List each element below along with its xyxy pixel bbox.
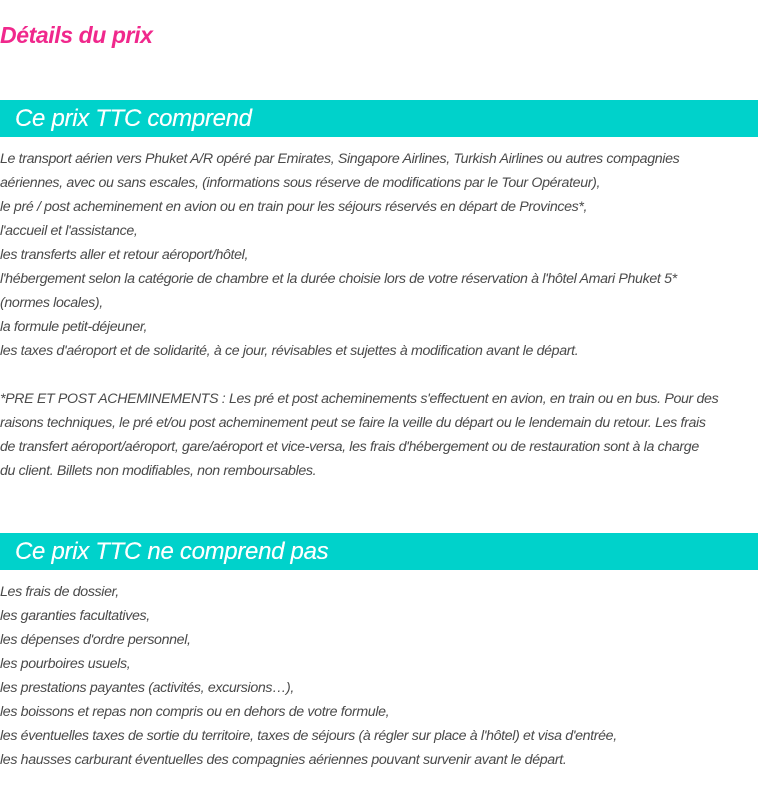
excluded-item: les pourboires usuels, (0, 656, 131, 672)
excluded-item: les boissons et repas non compris ou en dehors de votre formule, (0, 704, 390, 720)
excluded-list (0, 580, 758, 772)
excluded-section-header (0, 533, 758, 570)
included-item: les taxes d'aéroport et de solidarité, à ce jour, révisables et sujettes à modification avant le départ. (0, 343, 579, 359)
included-item: l'accueil et l'assistance, (0, 223, 138, 239)
paragraph-spacer (0, 363, 758, 387)
transfer-note-line: *PRE ET POST ACHEMINEMENTS : Les pré et post acheminements s'effectuent en avion, en train ou en bus. Pour des (0, 391, 719, 407)
excluded-heading: Ce prix TTC ne comprend pas (15, 538, 329, 565)
included-item: la formule petit-déjeuner, (0, 319, 148, 335)
included-section-header (0, 100, 758, 137)
excluded-item: les dépenses d'ordre personnel, (0, 632, 191, 648)
excluded-item: les hausses carburant éventuelles des compagnies aériennes pouvant survenir avant le départ. (0, 752, 567, 768)
excluded-item: les éventuelles taxes de sortie du territoire, taxes de séjours (à régler sur place à l'hôtel) et visa d'entrée, (0, 728, 617, 744)
included-item: l'hébergement selon la catégorie de chambre et la durée choisie lors de votre réservation à l'hôtel Amari Phuket 5* (0, 271, 677, 287)
transfer-note-line: raisons techniques, le pré et/ou post acheminement peut se faire la veille du départ ou le lendemain du retour. Les frais (0, 415, 706, 431)
excluded-item: Les frais de dossier, (0, 584, 119, 600)
included-item: Le transport aérien vers Phuket A/R opéré par Emirates, Singapore Airlines, Turkish Airlines ou autres compagnies (0, 151, 680, 167)
included-list (0, 147, 758, 483)
excluded-item: les prestations payantes (activités, excursions…), (0, 680, 294, 696)
excluded-item: les garanties facultatives, (0, 608, 150, 624)
included-item: le pré / post acheminement en avion ou en train pour les séjours réservés en départ de Provinces*, (0, 199, 588, 215)
transfer-note-line: de transfert aéroport/aéroport, gare/aéroport et vice-versa, les frais d'hébergement ou de restauration sont à la charge (0, 439, 699, 455)
page-title: Détails du prix (0, 22, 153, 48)
included-item: les transferts aller et retour aéroport/hôtel, (0, 247, 249, 263)
transfer-note-line: du client. Billets non modifiables, non remboursables. (0, 463, 317, 479)
included-heading: Ce prix TTC comprend (15, 105, 252, 132)
included-item: aériennes, avec ou sans escales, (informations sous réserve de modifications par le Tour Opérateur), (0, 175, 601, 191)
included-item: (normes locales), (0, 295, 103, 311)
